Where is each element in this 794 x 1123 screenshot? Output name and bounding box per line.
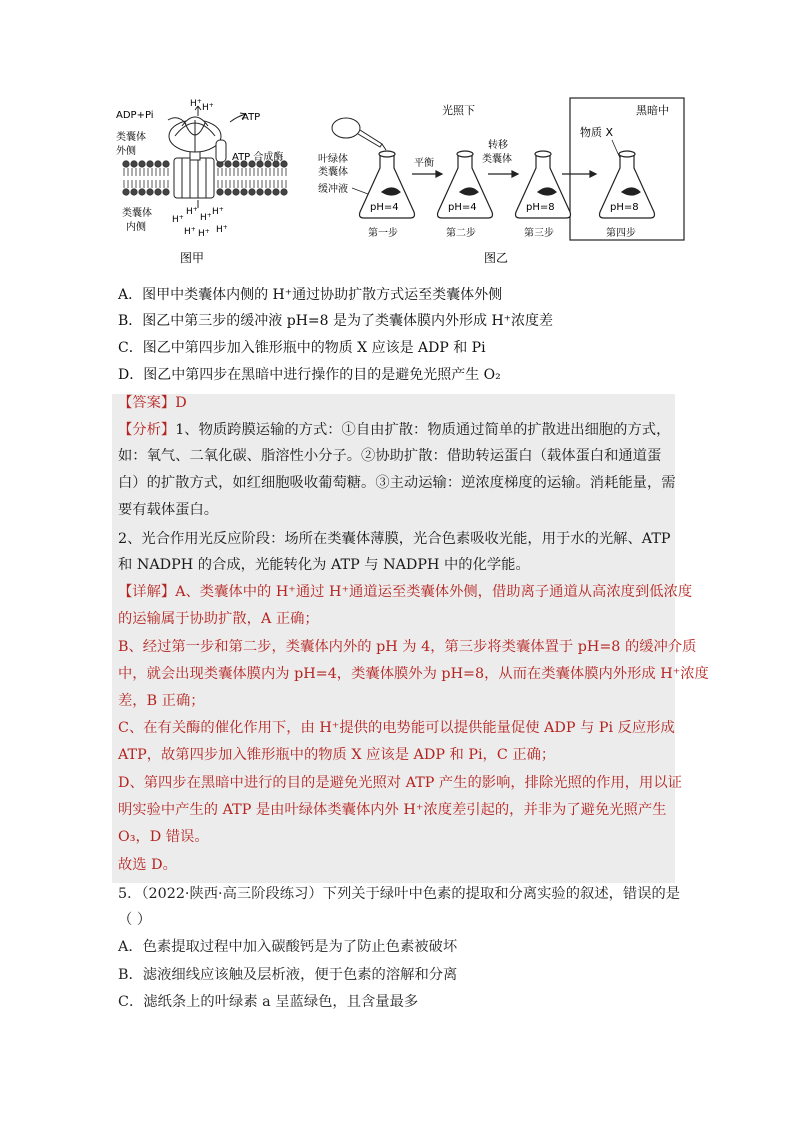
jia-h-b7: H+ [216,224,228,235]
yi-transfer-2: 类囊体 [482,154,512,165]
detail-text-1: A、类囊体中的 H⁺通过 H⁺通道运至类囊体外侧，借助离子通道从高浓度到低浓度 [175,584,693,600]
option-c: C．图乙中第四步加入锥形瓶中的物质 X 应该是 ADP 和 Pi [118,340,486,356]
yi-dark: 黑暗中 [636,104,669,117]
yi-transfer-1: 转移 [488,140,508,151]
flask-ph-1: pH=4 [370,202,399,213]
option-b: B．图乙中第三步的缓冲液 pH=8 是为了类囊体膜内外形成 H⁺浓度差 [118,313,554,329]
jia-h-b3: H+ [200,212,212,223]
detail-tag: 【详解】 [118,584,176,600]
flask-ph-4: pH=8 [610,202,639,213]
jia-adp-pi: ADP+Pi [116,110,154,121]
detail-line-5: 差，B 正确； [118,693,205,709]
yi-light: 光照下 [442,104,475,117]
detail-line-8: D、第四步在黑暗中进行的目的是避免光照对 ATP 产生的影响，排除光照的作用，用以证 [118,775,682,791]
analysis-line-1 [118,420,670,440]
step-3: 第三步 [524,228,554,239]
figure-jia [116,98,287,265]
q5-blank: （ ） [118,912,152,928]
figure-diagram [112,96,688,274]
answer-tag: 【答案】 [118,395,176,411]
jia-h-b6: H+ [198,228,210,239]
q5-option-a: A．色素提取过程中加入碳酸钙是为了防止色素被破坏 [118,939,458,955]
atp-synthase-icon [169,117,226,198]
jia-caption: 图甲 [180,251,205,265]
analysis-text-1: 1、物质跨膜运输的方式：①自由扩散：物质通过简单的扩散进出细胞的方式， [175,422,671,438]
q5-option-c: C．滤纸条上的叶绿素 a 呈蓝绿色，且含量最多 [118,994,419,1010]
option-a: A．图甲中类囊体内侧的 H⁺通过协助扩散方式运至类囊体外侧 [118,287,503,303]
step-4: 第四步 [606,228,636,239]
detail-line-1 [118,582,692,602]
detail-line-2: 的运输属于协助扩散，A 正确； [118,611,319,627]
detail-line-3: B、经过第一步和第二步，类囊体内外的 pH 为 4，第三步将类囊体置于 pH=8 的缓冲介质 [118,639,697,655]
detail-line-10: O₃，D 错误。 [118,829,209,845]
dropper-icon [332,118,386,150]
jia-h-b4: H+ [212,206,224,217]
q5-option-b: B．滤液细线应该触及层析液，便于色素的溶解和分离 [118,967,458,983]
yi-caption: 图乙 [484,251,509,265]
jia-atp: ATP [242,112,261,123]
analysis-line-2: 如：氧气、二氧化碳、脂溶性小分子。②协助扩散：借助转运蛋白（载体蛋白和通道蛋 [118,448,662,464]
jia-h-b1: H+ [172,214,184,225]
answer-value: D [175,395,187,411]
analysis-line-6: 和 NADPH 的合成，光能转化为 ATP 与 NADPH 中的化学能。 [118,557,530,573]
q5-stem: 5．（2022·陕西·高三阶段练习）下列关于绿叶中色素的提取和分离实验的叙述，错误的是 [118,886,681,902]
yi-thylakoid-1: 叶绿体 [318,154,348,165]
step-2: 第二步 [446,228,476,239]
answer-line [118,393,187,413]
detail-conclusion: 故选 D。 [118,857,177,873]
jia-enzyme: ATP 合成酶 [232,152,284,163]
yi-thylakoid-2: 类囊体 [318,167,348,178]
yi-buffer: 缓冲液 [318,184,348,195]
jia-outer-1: 类囊体 [116,132,146,143]
analysis-line-5: 2、光合作用光反应阶段：场所在类囊体薄膜，光合色素吸收光能，用于水的光解、ATP [118,531,671,547]
analysis-line-4: 要有载体蛋白。 [118,502,219,518]
jia-h-b2: H+ [186,206,198,217]
detail-line-4: 中，就会出现类囊体膜内为 pH=4，类囊体膜外为 pH=8，从而在类囊体膜内外形成 H⁺浓度 [118,666,709,682]
flask-ph-2: pH=4 [448,202,477,213]
flask-ph-3: pH=8 [526,202,555,213]
jia-h-top2: H+ [202,102,214,113]
yi-balance: 平衡 [414,158,434,169]
analysis-tag: 【分析】 [118,422,176,438]
jia-h-b5: H+ [184,226,196,237]
figure-yi [318,98,684,265]
option-d: D．图乙中第四步在黑暗中进行操作的目的是避免光照产生 O₂ [118,367,501,383]
jia-inner-2: 内侧 [126,222,146,233]
step-1: 第一步 [368,228,398,239]
detail-line-9: 明实验中产生的 ATP 是由叶绿体类囊体内外 H⁺浓度差引起的，并非为了避免光照产生 [118,802,667,818]
analysis-line-3: 白）的扩散方式，如红细胞吸收葡萄糖。③主动运输：逆浓度梯度的运输。消耗能量，需 [118,475,676,491]
jia-h-top: H+ [190,98,202,109]
jia-outer-2: 外侧 [116,146,136,157]
detail-line-7: ATP，故第四步加入锥形瓶中的物质 X 应该是 ADP 和 Pi，C 正确； [118,747,556,763]
jia-inner-1: 类囊体 [122,208,152,219]
detail-line-6: C、在有关酶的催化作用下，由 H⁺提供的电势能可以提供能量促使 ADP 与 Pi 反应形成 [118,720,675,736]
yi-substance: 物质 X [580,126,614,139]
